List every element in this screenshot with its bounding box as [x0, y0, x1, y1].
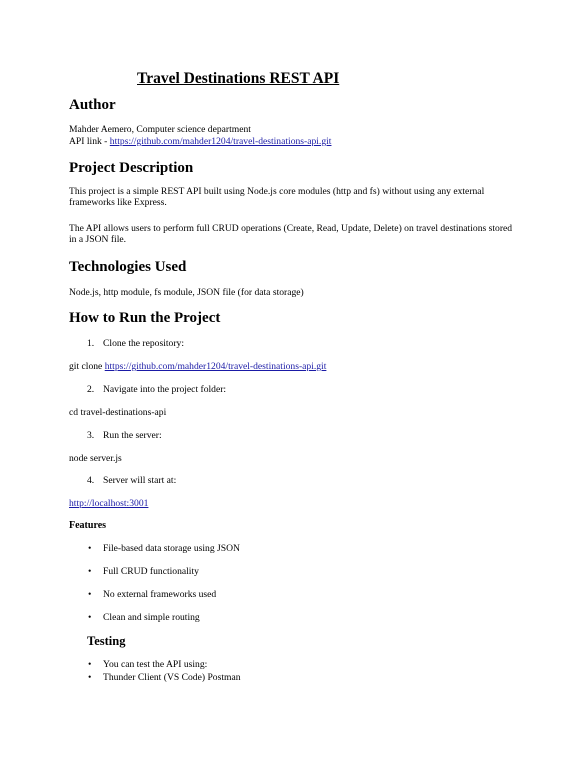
- api-link-prefix: API link -: [69, 136, 110, 147]
- clone-command: [69, 361, 519, 372]
- bullet-icon: •: [88, 589, 92, 600]
- step-text: Clone the repository:: [103, 338, 184, 349]
- features-heading: Features: [69, 520, 107, 531]
- description-paragraph-2: The API allows users to perform full CRUD operations (Create, Read, Update, Delete) on travel destinations stored in a JSON file.: [69, 223, 513, 245]
- clone-link[interactable]: https://github.com/mahder1204/travel-destinations-api.git: [104, 361, 327, 372]
- server-url-link[interactable]: http://localhost:3001: [69, 498, 149, 509]
- testing-item: Thunder Client (VS Code) Postman: [103, 672, 241, 683]
- description-paragraph-1: This project is a simple REST API built using Node.js core modules (http and fs) without using any external frameworks like Express.: [69, 186, 485, 208]
- feature-item: Clean and simple routing: [103, 612, 200, 623]
- cd-command: cd travel-destinations-api: [69, 407, 167, 418]
- step-number: 4.: [87, 475, 95, 486]
- step-text: Run the server:: [103, 430, 162, 441]
- run-command: node server.js: [69, 453, 122, 464]
- server-url-line: [69, 498, 519, 509]
- testing-heading: Testing: [87, 634, 126, 648]
- bullet-icon: •: [88, 672, 92, 683]
- testing-item: You can test the API using:: [103, 659, 208, 670]
- step-number: 3.: [87, 430, 95, 441]
- feature-item: Full CRUD functionality: [103, 566, 199, 577]
- technologies-heading: Technologies Used: [69, 259, 187, 275]
- document-title: Travel Destinations REST API: [137, 70, 340, 87]
- api-link-line: [69, 136, 519, 147]
- bullet-icon: •: [88, 612, 92, 623]
- step-text: Server will start at:: [103, 475, 177, 486]
- technologies-text: Node.js, http module, fs module, JSON file (for data storage): [69, 287, 304, 298]
- step-number: 2.: [87, 384, 95, 395]
- howto-heading: How to Run the Project: [69, 310, 221, 326]
- feature-item: File-based data storage using JSON: [103, 543, 240, 554]
- description-heading: Project Description: [69, 160, 194, 176]
- step-text: Navigate into the project folder:: [103, 384, 227, 395]
- feature-item: No external frameworks used: [103, 589, 217, 600]
- bullet-icon: •: [88, 543, 92, 554]
- author-line: Mahder Aemero, Computer science department: [69, 124, 251, 135]
- api-link[interactable]: https://github.com/mahder1204/travel-destinations-api.git: [109, 136, 332, 147]
- bullet-icon: •: [88, 659, 92, 670]
- clone-prefix: git clone: [69, 361, 105, 372]
- bullet-icon: •: [88, 566, 92, 577]
- step-number: 1.: [87, 338, 95, 349]
- author-heading: Author: [69, 97, 116, 113]
